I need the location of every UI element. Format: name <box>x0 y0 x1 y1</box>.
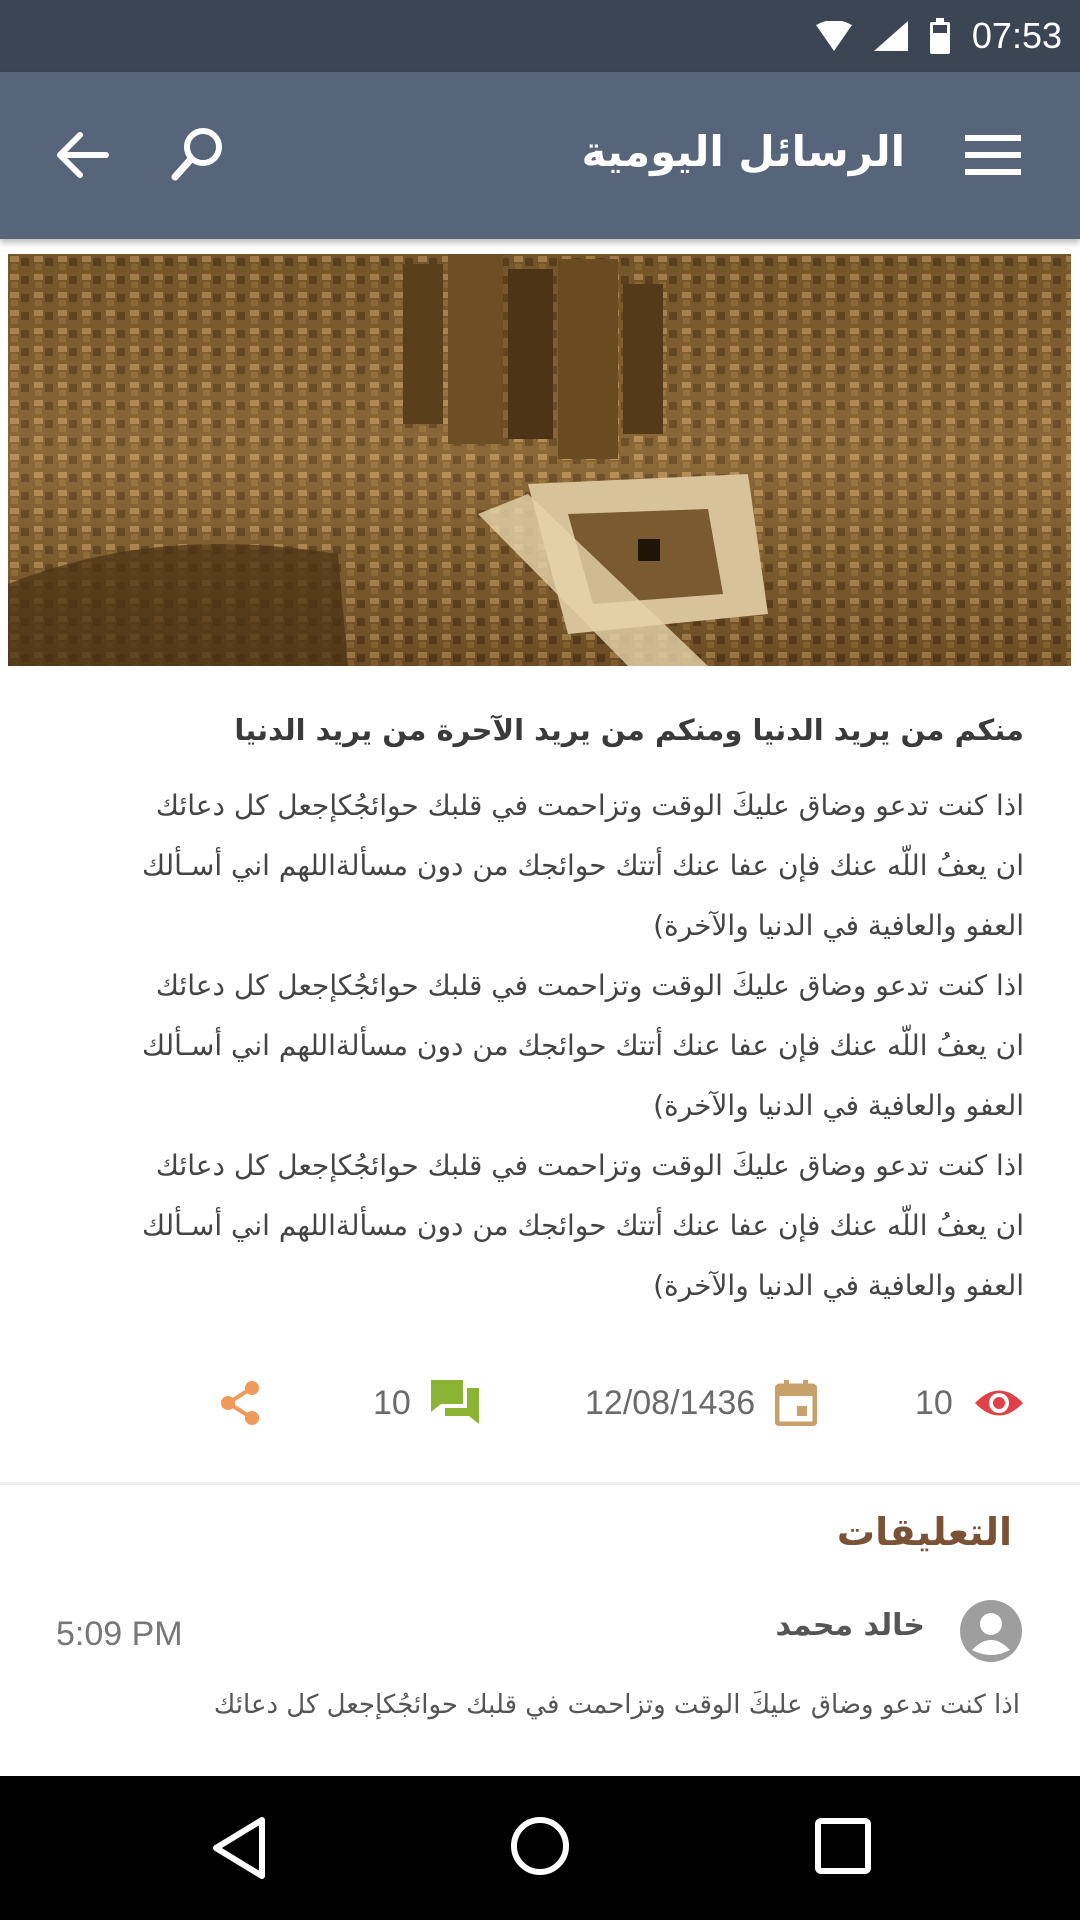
article <box>40 710 1024 1316</box>
comments-count: 10 <box>373 1383 411 1422</box>
article-image <box>8 254 1071 666</box>
wifi-icon <box>816 21 852 51</box>
share-button[interactable] <box>218 1368 262 1438</box>
clock: 07:53 <box>971 15 1062 56</box>
app-bar <box>0 72 1080 239</box>
status-bar <box>0 0 1080 72</box>
signal-icon <box>874 21 908 51</box>
article-headline: منكم من يريد الدنيا ومنكم من يريد الآحرة من يريد الدنيا <box>234 713 1024 747</box>
recents-nav-icon[interactable] <box>815 1818 871 1874</box>
eye-icon <box>973 1386 1025 1420</box>
battery-icon <box>930 18 950 54</box>
article-body: اذا كنت تدعو وضاق عليكَ الوقت وتزاحمت في قلبك حوائجُكإجعل كل دعائك ان يعفُ اللّه عنك فإن عفا عنك أتتك حوائجك من دون مسألةاللهم اني أسـألك العفو والعافية في الدنيا والآخرة) اذا كنت تدعو وضاق عليكَ الوقت وتزاحمت في قلبك حوائجُكإجعل كل دعائك ان يعفُ اللّه عنك فإن عفا عنك أتتك حوائجك من دون مسألةاللهم اني أسـألك العفو والعافية في الدنيا والآخرة) اذا كنت تدعو وضاق عليكَ الوقت وتزاحمت في قلبك حوائجُكإجعل كل دعائك ان يعفُ اللّه عنك فإن عفا عنك أتتك حوائجك من دون مسألةاللهم اني أسـألك العفو والعافية في الدنيا والآخرة) <box>142 789 1024 1302</box>
comments-heading: التعليقات <box>836 1510 1012 1554</box>
search-icon <box>167 125 227 185</box>
views-count: 10 <box>915 1383 953 1422</box>
menu-button[interactable] <box>953 115 1033 195</box>
comment-time: 5:09 PM <box>56 1615 183 1653</box>
views-stat <box>915 1368 1025 1438</box>
post-date: 12/08/1436 <box>585 1383 756 1422</box>
hamburger-menu-icon <box>965 135 1021 175</box>
comment-author: خالد محمد <box>775 1608 925 1643</box>
comments-stat[interactable] <box>373 1368 479 1438</box>
share-icon <box>218 1380 262 1426</box>
back-button[interactable] <box>42 115 122 195</box>
back-nav-icon[interactable] <box>210 1816 270 1880</box>
divider <box>0 1482 1080 1485</box>
comment-text: اذا كنت تدعو وضاق عليكَ الوقت وتزاحمت في قلبك حوائجُكإجعل كل دعائك <box>213 1690 1020 1720</box>
search-button[interactable] <box>157 115 237 195</box>
page-title: الرسائل اليومية <box>581 127 905 176</box>
status-icons <box>816 0 1062 72</box>
calendar-icon <box>775 1380 817 1426</box>
date-stat <box>585 1368 817 1438</box>
avatar <box>960 1600 1022 1662</box>
article-stats <box>0 1368 1080 1438</box>
arrow-left-icon <box>54 130 110 180</box>
system-nav-bar <box>0 1776 1080 1920</box>
home-nav-icon[interactable] <box>510 1816 570 1876</box>
comments-icon <box>431 1380 479 1426</box>
